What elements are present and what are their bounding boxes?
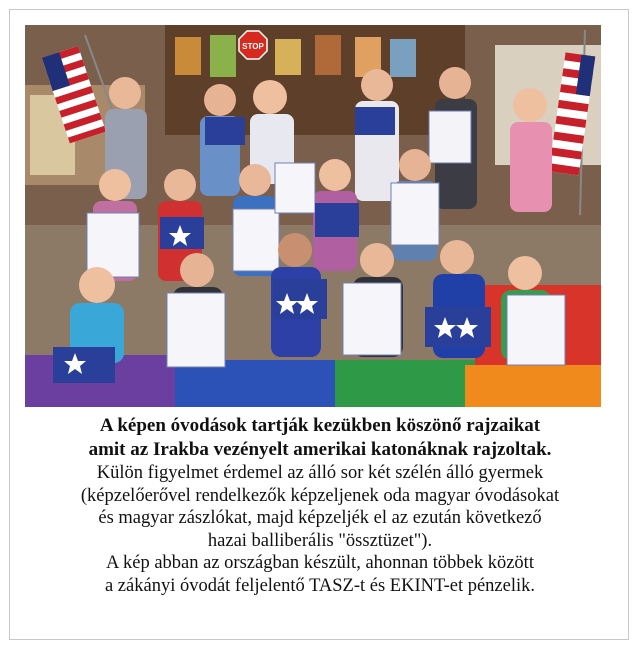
caption-bold-line-2: amit az Irakba vezényelt amerikai katonáknak rajzoltak. [88,439,552,460]
caption-line-6: a zákányi óvodát feljelentő TASZ-t és EKINT-et pénzelik. [104,575,536,596]
caption-line-5: A kép abban az országban készült, ahonnan többek között [106,553,534,573]
caption-line-2: (képzelőerővel rendelkezők képzeljenek oda magyar óvodásokat [80,485,560,506]
stop-sign-text: STOP [242,42,264,51]
caption-bold-line-1: A képen óvodások tartják kezükben köszönő rajzaikat [99,415,541,436]
classroom-photo [25,25,601,407]
caption-line-1: Külön figyelmet érdemel az álló sor két szélén álló gyermek [96,463,544,483]
caption [20,414,620,597]
classroom-photo-icon [25,25,601,407]
caption-line-4: hazai balliberális "össztüzet"). [207,530,433,551]
caption-line-3: és magyar zászlókat, majd képzeljék el az ezután következő [98,508,542,528]
